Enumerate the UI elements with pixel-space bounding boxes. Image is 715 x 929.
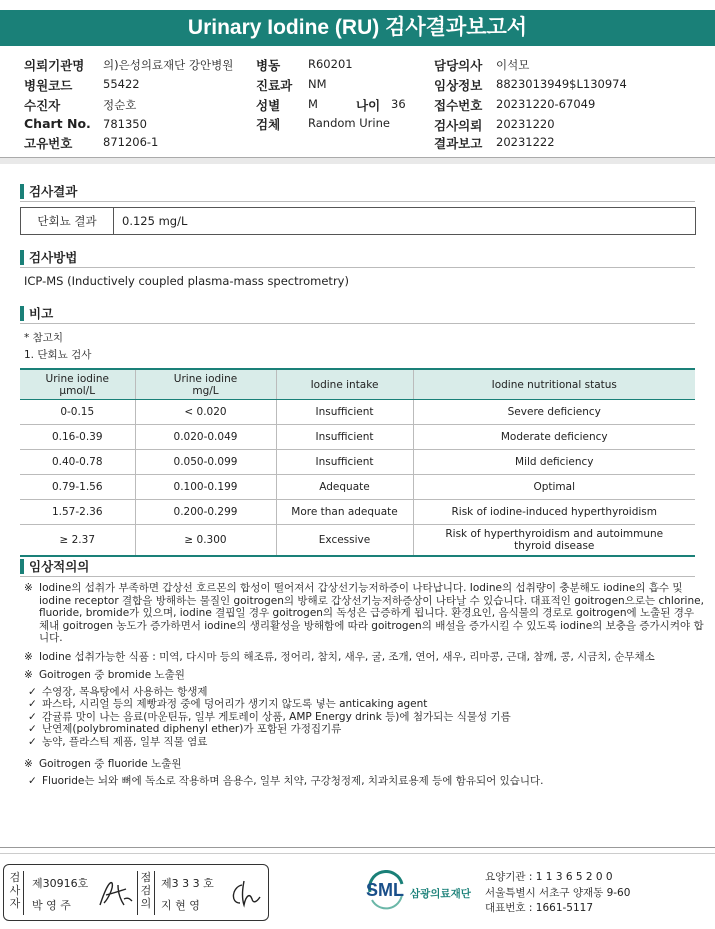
check-icon: ✓ — [28, 710, 37, 723]
org-phone: 대표번호 : 1661-5117 — [485, 902, 594, 914]
clinical-paragraph-1-text: Iodine의 섭취가 부족하면 갑상선 호르몬의 합성이 떨어져서 갑상선기능저하증이 나타납니다. Iodine의 섭취량이 충분해도 iodine의 흡수 및 iodine receptor 결합을 방해하는 물질인 goitrogen의 방해로 갑상선기능저하증상이 나타날 수 있습니다. 대표적인 goitrogen으로는 chlorine, fluoride, bromide가 있으며, iodine 결핍일 경우 goitrogen의 독성은 급증하게 됩니다. 환경요인, 음식물의 경로로 goitrogen에 노출된 경우 체내 goitrogen 농도가 증가하면서 iodine의 생리활성을 방해함에 따라 goitrogen의 배설을 증가시킬 수 있도록 iodine의 보충을 증가시켜야 합니다. — [39, 582, 704, 644]
tester-label — [7, 871, 24, 915]
org-name: 삼광의료재단 — [410, 888, 471, 900]
result-heading-line — [20, 201, 695, 202]
cell-mg: ≥ 0.300 — [135, 525, 276, 557]
result-item-label: 단회뇨 결과 — [21, 208, 114, 234]
doctor-label: 담당의사 — [434, 58, 483, 73]
list-item — [24, 711, 704, 724]
header-umol — [20, 369, 135, 400]
check-icon: ✓ — [28, 723, 37, 735]
remarks-note-single-urine: 1. 단회뇨 검사 — [24, 349, 92, 361]
ward-label: 병동 — [256, 58, 281, 73]
org-info — [485, 870, 630, 917]
sml-logo-text: SML — [366, 880, 404, 900]
cell-mg: 0.050-0.099 — [135, 450, 276, 475]
cell-status-line2: thyroid disease — [514, 540, 595, 552]
age-value: 36 — [391, 97, 406, 111]
unique-no-value: 871206-1 — [103, 135, 159, 149]
ward-value: R60201 — [308, 57, 353, 71]
doctor-value: 이석모 — [496, 58, 530, 72]
header-mg-line1: Urine iodine — [173, 372, 238, 385]
reviewer-label-text: 점 검 의 — [140, 871, 152, 910]
cell-intake: Insufficient — [276, 400, 413, 425]
clinical-heading: 임상적의의 — [20, 559, 89, 574]
method-heading-line — [20, 267, 695, 268]
cell-status — [413, 500, 695, 525]
cell-umol: 1.57-2.36 — [20, 500, 135, 525]
table-row — [20, 500, 695, 525]
header-divider — [0, 157, 715, 164]
sex-label: 성별 — [256, 98, 281, 113]
check-icon: ✓ — [28, 735, 37, 748]
table-row — [20, 450, 695, 475]
specimen-label: 검체 — [256, 117, 281, 132]
table-row — [20, 475, 695, 500]
clinical-paragraph-3-text: Goitrogen 중 bromide 노출원 — [39, 669, 185, 681]
check-icon: ✓ — [28, 685, 37, 698]
clinical-paragraph-4-text: Goitrogen 중 fluoride 노출원 — [39, 758, 182, 770]
cell-status-line1: Risk of hyperthyroidism and autoimmune — [445, 528, 664, 540]
cell-umol: ≥ 2.37 — [20, 525, 135, 557]
clinical-paragraph-3 — [24, 669, 704, 682]
patient-info — [0, 54, 715, 154]
reference-table — [20, 368, 695, 557]
clinical-paragraph-2-text: Iodine 섭취가능한 식품 : 미역, 다시마 등의 해조류, 정어리, 참치, 새우, 굴, 조개, 연어, 새우, 리마콩, 근대, 참깨, 콩, 시금치, 순무채소 — [39, 650, 655, 663]
check-icon: ✓ — [28, 774, 37, 787]
cell-intake: More than adequate — [276, 500, 413, 525]
header-umol-line2: μmol/L — [59, 384, 96, 397]
bromide-list — [24, 686, 704, 749]
cell-umol: 0.79-1.56 — [20, 475, 135, 500]
report-title: Urinary Iodine (RU) 검사결과보고서 — [0, 10, 715, 46]
result-item-value: 0.125 mg/L — [122, 214, 188, 228]
header-umol-line1: Urine iodine — [45, 372, 109, 385]
clinical-info-label: 임상정보 — [434, 78, 483, 93]
list-item-text: 농약, 플라스틱 제품, 일부 직물 염료 — [42, 735, 208, 748]
tester-label-text: 검 사 자 — [9, 871, 21, 910]
cell-status-line1: Moderate deficiency — [500, 431, 608, 443]
request-date-value: 20231220 — [496, 117, 555, 131]
hospital-code-label: 병원코드 — [24, 78, 73, 93]
clinical-info-value: 8823013949$L130974 — [496, 77, 627, 91]
request-date-label: 검사의뢰 — [434, 118, 483, 133]
table-header-row — [20, 369, 695, 400]
hospital-code-value: 55422 — [103, 77, 140, 91]
table-row — [20, 400, 695, 425]
dept-value: NM — [308, 77, 327, 91]
age-label: 나이 — [356, 98, 381, 113]
list-item — [24, 736, 704, 749]
result-box — [20, 207, 696, 235]
cell-status — [413, 425, 695, 450]
cell-status-line1: Mild deficiency — [515, 456, 594, 468]
header-mg — [135, 369, 276, 400]
method-text: ICP-MS (Inductively coupled plasma-mass spectrometry) — [24, 274, 349, 288]
list-item-text: 수영장, 목욕탕에서 사용하는 항생제 — [42, 685, 208, 698]
asterisk-mark: ※ — [24, 582, 33, 594]
list-item — [24, 698, 704, 711]
remarks-note-reference: * 참고치 — [24, 332, 64, 344]
cell-status-line1: Risk of iodine-induced hyperthyroidism — [451, 506, 658, 518]
cell-mg: 0.200-0.299 — [135, 500, 276, 525]
unique-no-label: 고유번호 — [24, 136, 73, 151]
reviewer-signature — [226, 877, 262, 911]
header-mg-line2: mg/L — [192, 384, 219, 397]
cell-mg: 0.020-0.049 — [135, 425, 276, 450]
reviewer-license: 제3 3 3 호 — [161, 877, 214, 890]
clinical-paragraph-4 — [24, 758, 704, 771]
cell-intake: Insufficient — [276, 450, 413, 475]
asterisk-mark: ※ — [24, 669, 33, 681]
specimen-value: Random Urine — [308, 116, 390, 130]
list-item — [24, 686, 704, 699]
clinical-paragraph-2 — [24, 651, 704, 664]
institution-value: 의)은성의료재단 강안병원 — [103, 58, 234, 72]
clinical-heading-line — [20, 576, 695, 577]
patient-label: 수진자 — [24, 98, 61, 113]
list-item — [24, 775, 704, 788]
asterisk-mark: ※ — [24, 650, 33, 663]
cell-intake: Insufficient — [276, 425, 413, 450]
institution-label: 의뢰기관명 — [24, 58, 85, 73]
footer-divider — [0, 847, 715, 848]
asterisk-mark: ※ — [24, 758, 33, 770]
method-heading: 검사방법 — [20, 250, 77, 265]
cell-mg: 0.100-0.199 — [135, 475, 276, 500]
cell-status — [413, 475, 695, 500]
clinical-paragraph-1 — [24, 582, 704, 645]
tester-license: 제30916호 — [32, 877, 89, 890]
header-status: Iodine nutritional status — [413, 369, 695, 400]
report-date-label: 결과보고 — [434, 136, 483, 151]
cell-umol: 0-0.15 — [20, 400, 135, 425]
cell-status — [413, 450, 695, 475]
cell-umol: 0.16-0.39 — [20, 425, 135, 450]
list-item-text: 난연제(polybrominated diphenyl ether)가 포함된 가정집기류 — [42, 723, 342, 735]
clinical-text — [24, 582, 704, 787]
cell-status — [413, 525, 695, 557]
list-item — [24, 723, 704, 736]
dept-label: 진료과 — [256, 78, 293, 93]
cell-intake: Adequate — [276, 475, 413, 500]
chart-no-label: Chart No. — [24, 116, 91, 131]
list-item-text: 파스타, 시리얼 등의 제빵과정 중에 덩어리가 생기지 않도록 넣는 anticaking agent — [42, 698, 428, 710]
table-row — [20, 525, 695, 557]
header-intake: Iodine intake — [276, 369, 413, 400]
check-icon: ✓ — [28, 698, 37, 710]
org-address: 서울특별시 서초구 양재동 9-60 — [485, 886, 631, 899]
list-item-text: Fluoride는 뇌와 뼈에 독소로 작용하며 음용수, 일부 치약, 구강청정제, 치과치료용제 등에 함유되어 있습니다. — [42, 774, 544, 787]
signature-box — [3, 864, 269, 921]
receipt-no-label: 접수번호 — [434, 98, 483, 113]
cell-intake: Excessive — [276, 525, 413, 557]
chart-no-value: 781350 — [103, 117, 147, 131]
report-date-value: 20231222 — [496, 135, 555, 149]
remarks-heading: 비고 — [20, 306, 53, 321]
tester-signature — [94, 877, 134, 911]
org-code: 요양기관 : 1 1 3 6 5 2 0 0 — [485, 871, 613, 883]
cell-status — [413, 400, 695, 425]
cell-status-line1: Optimal — [533, 481, 576, 493]
sex-value: M — [308, 97, 318, 111]
reviewer-label — [137, 871, 155, 915]
tester-name: 박 영 주 — [32, 899, 71, 912]
list-item-text: 감귤류 맛이 나는 음료(마운틴듀, 일부 게토레이 상품, AMP Energy drink 등)에 첨가되는 식물성 기름 — [42, 710, 511, 723]
table-row — [20, 425, 695, 450]
cell-umol: 0.40-0.78 — [20, 450, 135, 475]
cell-mg: < 0.020 — [135, 400, 276, 425]
patient-value: 정순호 — [103, 98, 137, 112]
remarks-heading-line — [20, 323, 695, 324]
result-heading: 검사결과 — [20, 184, 77, 199]
cell-status-line1: Severe deficiency — [507, 406, 601, 418]
fluoride-list — [24, 775, 704, 788]
reviewer-name: 지 현 영 — [161, 899, 200, 912]
footer-divider-2 — [0, 853, 715, 854]
receipt-no-value: 20231220-67049 — [496, 97, 596, 111]
